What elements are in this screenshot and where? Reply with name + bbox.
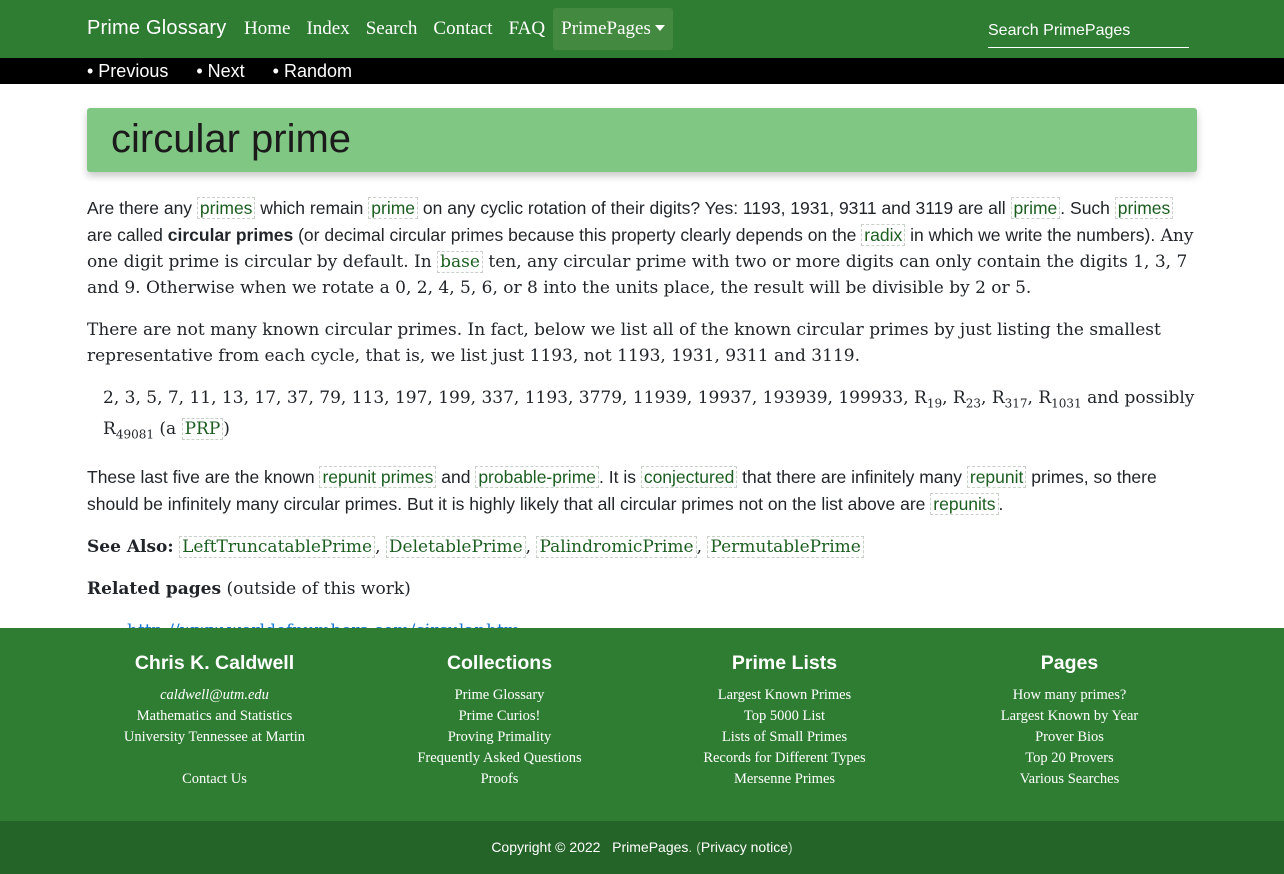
text: on any cyclic rotation of their digits? Yes: 1193, 1931, 9311 and 3119 are all	[418, 198, 1011, 218]
previous-link[interactable]: • Previous	[87, 60, 169, 81]
see-also: See Also: LeftTruncatablePrime , DeletablePrime , PalindromicPrime , PermutablePrime	[87, 534, 1197, 560]
glossary-link-repunit-primes[interactable]: repunit primes	[319, 466, 436, 488]
footer-col-prime-lists	[642, 652, 927, 790]
brand-link[interactable]: Prime Glossary	[87, 17, 227, 39]
subscript: 1031	[1051, 396, 1082, 411]
footer-link[interactable]: Largest Known Primes	[717, 687, 852, 703]
text: primes, so there should be infinitely many circular primes. But it is highly likely that all circular primes not on the list above are	[87, 466, 1157, 514]
glossary-link-base[interactable]: base	[437, 251, 483, 273]
text: Any one digit prime is circular by default. In	[87, 226, 1194, 272]
glossary-link-primes[interactable]: primes	[197, 197, 256, 219]
footer-link[interactable]: Prime Glossary	[454, 687, 545, 703]
text: which remain	[255, 198, 369, 218]
copyright-text: Copyright © 2022	[491, 839, 601, 855]
text: , R	[1027, 388, 1052, 408]
paren-open: . (	[688, 839, 701, 855]
footer-link[interactable]: Top 20 Provers	[1025, 750, 1114, 766]
glossary-link-conjectured[interactable]: conjectured	[641, 466, 737, 488]
text: (a	[154, 419, 182, 440]
main-content	[87, 195, 1197, 644]
nav-search[interactable]: Search	[365, 18, 418, 39]
text: and	[436, 466, 476, 487]
chevron-down-icon	[655, 25, 665, 31]
nav-faq[interactable]: FAQ	[508, 18, 546, 39]
subscript: 23	[965, 396, 982, 411]
subscript: 49081	[115, 427, 154, 442]
paren-close: )	[788, 839, 793, 855]
footer-item: Mathematics and Statistics	[136, 708, 293, 724]
text: , R	[942, 388, 966, 408]
nav-primepages-label: PrimePages	[561, 18, 651, 39]
see-also-label: See Also:	[87, 536, 174, 557]
footer	[0, 628, 1284, 821]
related-pages	[87, 576, 1197, 602]
footer-item: University Tennessee at Martin	[123, 729, 306, 745]
footer-col-title: Collections	[446, 652, 553, 674]
sub-navbar	[0, 58, 1284, 84]
subscript: 317	[1004, 396, 1028, 411]
top-navbar	[0, 0, 1284, 58]
text: . Such	[1060, 198, 1115, 218]
related-note: (outside of this work)	[221, 578, 411, 599]
subscript: 19	[926, 396, 943, 411]
footer-col-pages	[927, 652, 1212, 790]
text: in which we write the numbers).	[905, 225, 1156, 245]
footer-link[interactable]: Mersenne Primes	[733, 771, 836, 787]
footer-link[interactable]: Proofs	[480, 771, 519, 787]
glossary-link-prime[interactable]: prime	[368, 197, 418, 219]
glossary-link-radix[interactable]: radix	[861, 224, 905, 246]
title-card	[87, 108, 1197, 172]
glossary-link-probable-prime[interactable]: probable-prime	[475, 466, 599, 488]
next-link[interactable]: • Next	[196, 60, 245, 81]
glossary-link-primes[interactable]: primes	[1115, 197, 1174, 219]
related-pages-label: Related pages	[87, 578, 222, 599]
footer-link[interactable]: Top 5000 List	[743, 708, 826, 724]
see-also-link[interactable]: PalindromicPrime	[536, 536, 696, 558]
text: These last five are the known	[87, 466, 320, 487]
page-title: circular prime	[111, 117, 352, 161]
email-link[interactable]: caldwell@utm.edu	[160, 687, 269, 703]
primepages-link[interactable]: PrimePages	[612, 839, 689, 855]
nav-primepages-dropdown[interactable]	[553, 8, 673, 50]
paragraph-definition	[87, 195, 1197, 301]
text: , R	[981, 388, 1005, 408]
text: .	[998, 493, 1004, 514]
footer-link[interactable]: Proving Primality	[447, 729, 552, 745]
footer-col-title: Chris K. Caldwell	[134, 652, 295, 674]
footer-col-author	[72, 652, 357, 790]
footer-link[interactable]: Prime Curios!	[458, 708, 541, 724]
footer-link[interactable]: Various Searches	[1019, 771, 1120, 787]
text: (or decimal circular primes because this property clearly depends on the	[293, 225, 862, 245]
copyright-bar	[0, 821, 1284, 874]
see-also-link[interactable]: PermutablePrime	[707, 536, 863, 558]
subnav-links	[87, 58, 380, 84]
text: 2, 3, 5, 7, 11, 13, 17, 37, 79, 113, 197, 199, 337, 1193, 3779, 11939, 19937, 193939, 199933, R	[103, 388, 927, 408]
nav-home[interactable]: Home	[244, 18, 291, 39]
nav-links	[236, 8, 673, 50]
glossary-link-prime[interactable]: prime	[1011, 197, 1061, 219]
spacer	[72, 748, 357, 769]
bold-term: circular primes	[167, 225, 294, 245]
text: ten, any circular prime with two or more digits can only contain the digits 1, 3, 7 and 9. Otherwise when we rotate a 0, 2, 4, 5, 6, or 8 into the units place, the result will be divisible by 2 or 5.	[87, 252, 1188, 298]
contact-us-link[interactable]: Contact Us	[182, 771, 247, 787]
glossary-link-prp[interactable]: PRP	[182, 418, 224, 440]
footer-col-collections	[357, 652, 642, 790]
glossary-link-repunit[interactable]: repunit	[967, 466, 1027, 488]
text: are called	[87, 225, 168, 245]
circular-prime-list	[103, 385, 1197, 448]
paragraph-repunits	[87, 464, 1197, 518]
glossary-link-repunits[interactable]: repunits	[930, 493, 998, 515]
text: Are there any	[87, 198, 197, 218]
privacy-notice-link[interactable]: Privacy notice	[700, 839, 789, 855]
footer-col-title: Pages	[1040, 652, 1099, 674]
search-input[interactable]	[988, 14, 1189, 48]
footer-link[interactable]: Frequently Asked Questions	[417, 750, 582, 766]
footer-link[interactable]: Lists of Small Primes	[721, 729, 848, 745]
nav-contact[interactable]: Contact	[433, 18, 493, 39]
random-link[interactable]: • Random	[272, 60, 353, 81]
footer-link[interactable]: How many primes?	[1012, 687, 1127, 703]
footer-link[interactable]: Records for Different Types	[703, 750, 866, 766]
text: that there are infinitely many	[737, 466, 967, 487]
text: )	[223, 419, 230, 440]
text: . It is	[599, 466, 641, 487]
text: and possibly R	[103, 388, 1195, 440]
nav-index[interactable]: Index	[306, 18, 350, 39]
footer-col-title: Prime Lists	[731, 652, 838, 674]
see-also-link[interactable]: DeletablePrime	[386, 536, 526, 558]
paragraph-known-list: There are not many known circular primes. In fact, below we list all of the known circular primes by just listing the smallest representative from each cycle, that is, we list just 1193, not 1193, 1931, 9311 and 3119.	[87, 320, 1161, 366]
see-also-link[interactable]: LeftTruncatablePrime	[179, 536, 375, 558]
footer-link[interactable]: Largest Known by Year	[1000, 708, 1139, 724]
footer-link[interactable]: Prover Bios	[1035, 729, 1104, 745]
